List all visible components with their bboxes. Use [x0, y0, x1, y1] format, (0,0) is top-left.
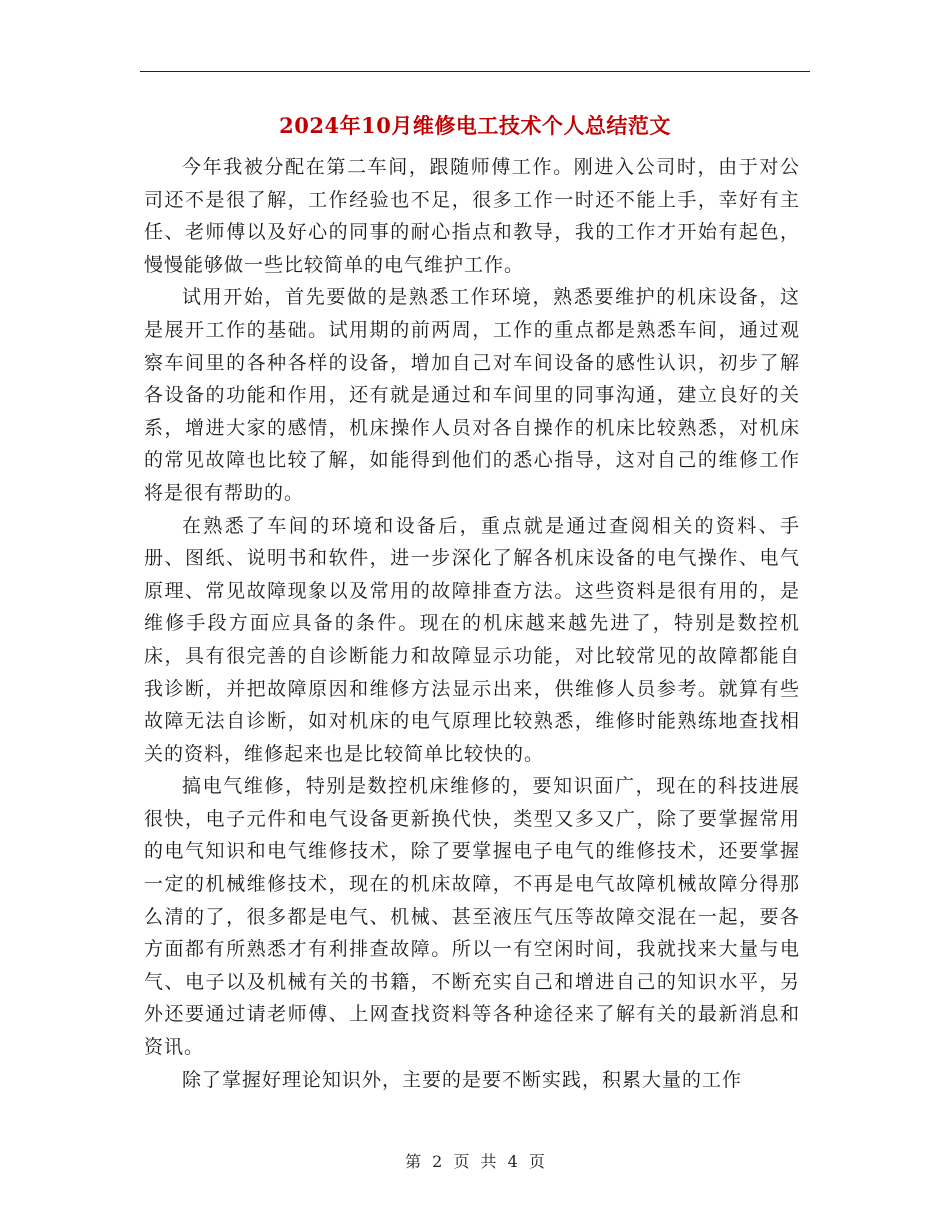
- paragraph-1: 今年我被分配在第二车间，跟随师傅工作。刚进入公司时，由于对公司还不是很了解，工作经验也不足，很多工作一时还不能上手，幸好有主任、老师傅以及好心的同事的耐心指点和教导，我的工作才开始有起色，慢慢能够做一些比较简单的电气维护工作。: [144, 156, 800, 276]
- header-rule: [140, 71, 810, 72]
- page-number-footer: 第 2 页 共 4 页: [405, 1152, 545, 1171]
- paragraph-5: 除了掌握好理论知识外，主要的是要不断实践，积累大量的工作: [182, 1068, 743, 1091]
- paragraph-4: 搞电气维修，特别是数控机床维修的，要知识面广，现在的科技进展很快，电子元件和电气设备更新换代快，类型又多又广，除了要掌握常用的电气知识和电气维修技术，除了要掌握电子电气的维修技术，还要掌握一定的机械维修技术，现在的机床故障，不再是电气故障机械故障分得那么清的了，很多都是电气、机械、甚至液压气压等故障交混在一起，要各方面都有所熟悉才有利排查故障。所以一有空闲时间，我就找来大量与电气、电子以及机械有关的书籍，不断充实自己和增进自己的知识水平，另外还要通过请老师傅、上网查找资料等各种途径来了解有关的最新消息和资讯。: [144, 775, 800, 1059]
- document-body: [144, 151, 800, 1096]
- document-title: 2024年10月维修电工技术个人总结范文: [279, 113, 671, 138]
- paragraph-3: 在熟悉了车间的环境和设备后，重点就是通过查阅相关的资料、手册、图纸、说明书和软件，进一步深化了解各机床设备的电气操作、电气原理、常见故障现象以及常用的故障排查方法。这些资料是很有用的，是维修手段方面应具备的条件。现在的机床越来越先进了，特别是数控机床，具有很完善的自诊断能力和故障显示功能，对比较常见的故障都能自我诊断，并把故障原因和维修方法显示出来，供维修人员参考。就算有些故障无法自诊断，如对机床的电气原理比较熟悉，维修时能熟练地查找相关的资料，维修起来也是比较简单比较快的。: [144, 514, 800, 765]
- paragraph-2: 试用开始，首先要做的是熟悉工作环境，熟悉要维护的机床设备，这是展开工作的基础。试用期的前两周，工作的重点都是熟悉车间，通过观察车间里的各种各样的设备，增加自己对车间设备的感性认识，初步了解各设备的功能和作用，还有就是通过和车间里的同事沟通，建立良好的关系，增进大家的感情，机床操作人员对各自操作的机床比较熟悉，对机床的常见故障也比较了解，如能得到他们的悉心指导，这对自己的维修工作将是很有帮助的。: [144, 286, 800, 504]
